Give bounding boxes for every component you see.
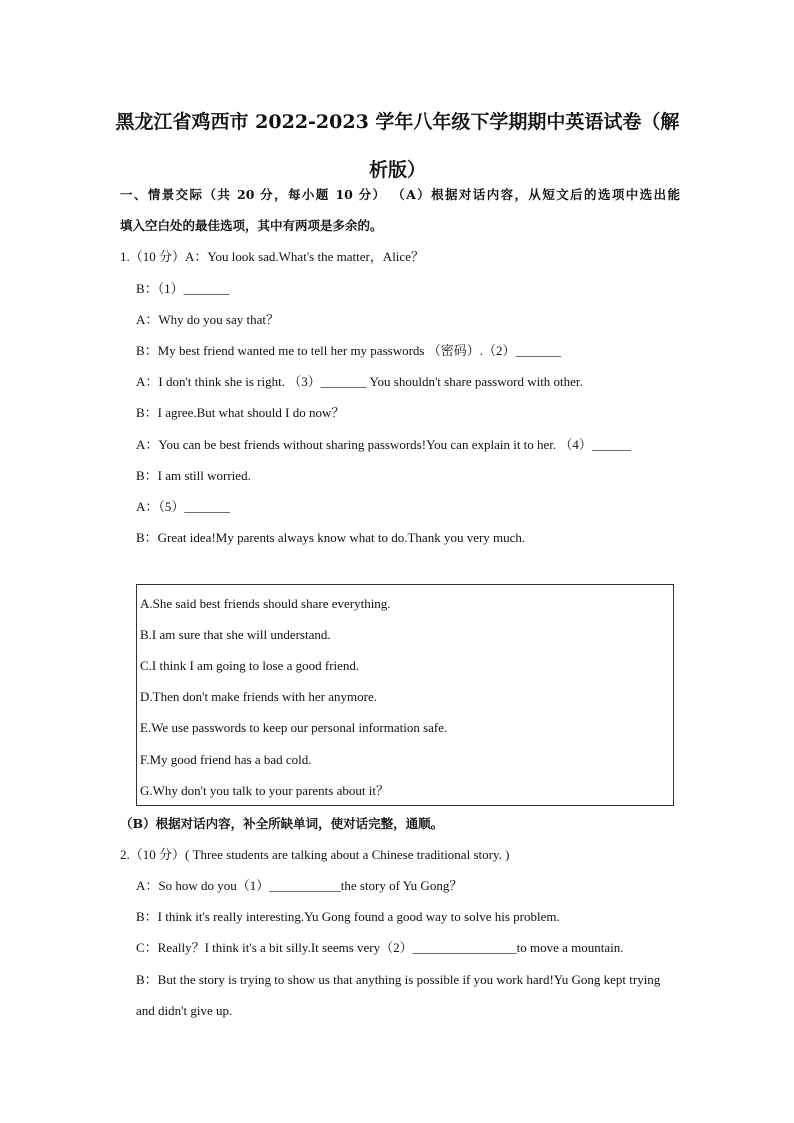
q2-line: B：I think it's really interesting.Yu Gong found a good way to solve his problem. (136, 909, 560, 924)
q1-line: A：You can be best friends without sharing passwords!You can explain it to her. （4）______ (136, 437, 631, 452)
q2-line: B：But the story is trying to show us that anything is possible if you work hard!Yu Gong kept trying and didn't give up. (136, 972, 661, 1018)
q1-stem: 1.（10 分）A：You look sad.What's the matter，Alice？ (120, 249, 424, 264)
q2-line: A：So how do you（1）___________the story of Yu Gong？ (136, 878, 463, 893)
option-f: F.My good friend has a bad cold. (140, 752, 312, 767)
q1-line: B：（1）_______ (136, 281, 230, 296)
option-a: A.She said best friends should share everything. (140, 596, 391, 611)
page-title: 黑龙江省鸡西市 2022-2023 学年八年级下学期期中英语试卷（解析版） (115, 111, 680, 181)
section1-header-line2: 填入空白处的最佳选项，其中有两项是多余的。 (120, 218, 383, 233)
q2-line: C：Really？I think it's a bit silly.It seems very（2）________________to move a mountain. (136, 940, 624, 955)
option-c: C.I think I am going to lose a good friend. (140, 658, 360, 673)
option-d: D.Then don't make friends with her anymore. (140, 689, 377, 704)
q1-line: B：Great idea!My parents always know what to do.Thank you very much. (136, 530, 526, 545)
q1-options-box (136, 584, 674, 806)
option-b: B.I am sure that she will understand. (140, 627, 331, 642)
option-e: E.We use passwords to keep our personal information safe. (140, 720, 448, 735)
q1-line: B：My best friend wanted me to tell her my passwords （密码）.（2）_______ (136, 343, 561, 358)
q1-line: A：I don't think she is right. （3）_______ You shouldn't share password with other. (136, 374, 583, 389)
section-b-header: （B）根据对话内容，补全所缺单词，使对话完整，通顺。 (120, 816, 444, 831)
q1-line: A：（5）_______ (136, 499, 230, 514)
q1-line: B：I agree.But what should I do now？ (136, 405, 345, 420)
section1-header-line1: 一、情景交际（共 20 分，每小题 10 分） （A）根据对话内容，从短文后的选项中选出能 (120, 187, 680, 202)
q1-line: A：Why do you say that？ (136, 312, 279, 327)
q1-line: B：I am still worried. (136, 468, 251, 483)
option-g: G.Why don't you talk to your parents about it？ (140, 783, 389, 798)
q2-stem: 2.（10 分）( Three students are talking about a Chinese traditional story. ) (120, 847, 510, 862)
